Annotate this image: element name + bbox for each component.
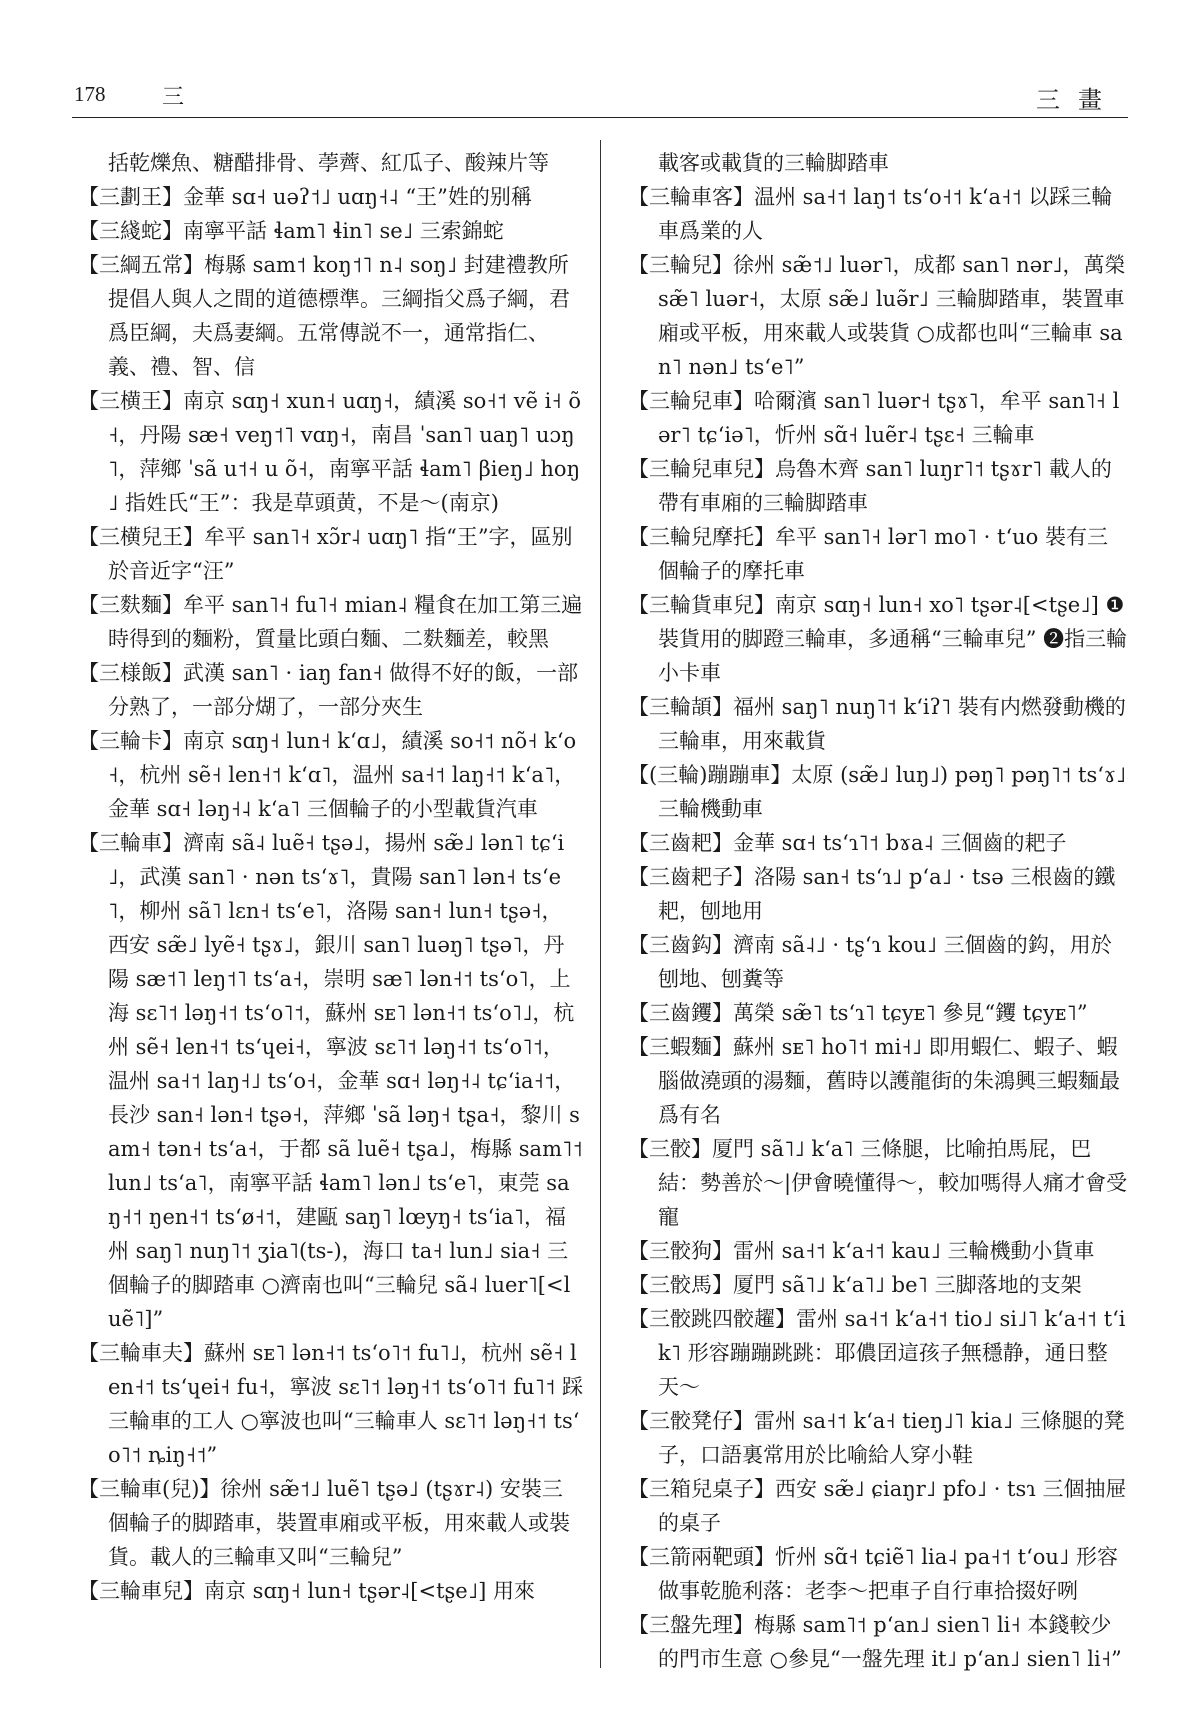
entry-headword: 【三齒钁】 xyxy=(628,1001,733,1025)
entry-headword: 【三輪頡】 xyxy=(628,695,733,719)
entry-headword: 【三横王】 xyxy=(78,389,183,413)
page-section-char: 三 xyxy=(162,85,185,110)
entry-definition: 厦門 sã˥˩ kʻa˥˩ be˥ 三脚落地的支架 xyxy=(733,1273,1082,1297)
entry-headword: 【三骹馬】 xyxy=(628,1273,733,1297)
dictionary-entry xyxy=(628,996,1128,1030)
entry-definition: 金華 sɑ˧ uəʔ˦˩ uɑŋ˧˨ “王”姓的别稱 xyxy=(183,185,532,209)
entry-definition: 牟平 san˥˧ fu˥˧ mian˨ 糧食在加工第三遍時得到的麵粉，質量比頭白麵、二麩麵差，較黑 xyxy=(108,593,583,651)
entry-headword: 【三輪車客】 xyxy=(628,185,754,209)
entry-headword: 【三輪兒車】 xyxy=(628,389,754,413)
entry-definition: 南京 sɑŋ˧ xun˧ uɑŋ˧，績溪 so˧˦ vẽ i˧ õ˧，丹陽 sæ˧ veŋ˦˥ vɑŋ˧，南昌 ˈsan˥ uaŋ˥ uɔŋ˥，萍鄉 ˈsã u˦˧ u õ˧，南寧平話 ɬam˥ βieŋ˩ hoŋ˩ 指姓氏“王”：我是草頭黄，不是～(南京) xyxy=(108,389,582,515)
entry-definition: 南寧平話 ɬam˥ ɬin˥ se˩ 三索錦蛇 xyxy=(183,219,504,243)
entry-headword: 【三麩麵】 xyxy=(78,593,183,617)
dictionary-entry xyxy=(628,384,1128,452)
entry-definition: 洛陽 san˧ tsʻɿ˩ pʻa˩ · tsə 三根齒的鐵耙，刨地用 xyxy=(658,865,1116,923)
dictionary-entry xyxy=(628,146,1128,180)
dictionary-entry xyxy=(628,520,1128,588)
entry-definition: 徐州 sæ̃˦˩ luər˥，成都 san˥ nər˩，萬榮 sæ̃˥ luər˧，太原 sæ̃˩ luə̃r˩ 三輪脚踏車，裝置車廂或平板，用來載人或裝貨 ○成都也叫“三輪車 san˥ nən˩ tsʻe˥” xyxy=(658,253,1126,379)
entry-definition: 金華 sɑ˧ tsʻɿ˥˦ bɤa˨ 三個齒的耙子 xyxy=(733,831,1067,855)
entry-headword: 【三様飯】 xyxy=(78,661,183,685)
entry-headword: 【三輪車(兒)】 xyxy=(78,1477,221,1501)
running-head: 三畫 xyxy=(1036,86,1120,114)
entry-definition: 福州 saŋ˥ nuŋ˥˦ kʻiʔ˥ 裝有内燃發動機的三輪車，用來載貨 xyxy=(658,695,1126,753)
entry-headword: 【三齒耙子】 xyxy=(628,865,754,889)
entry-definition: 南京 sɑŋ˧ lun˧ kʻɑ˩，績溪 so˧˦ nõ˧ kʻo˧，杭州 sẽ˧ len˧˦ kʻɑ˥，温州 sa˧˦ laŋ˧˦ kʻa˥，金華 sɑ˧ ləŋ˧˨ kʻa˥ 三個輪子的小型載貨汽車 xyxy=(108,729,577,821)
dictionary-entry xyxy=(628,826,1128,860)
dictionary-entry xyxy=(628,1302,1128,1404)
entry-definition: 武漢 san˥ · iaŋ fan˧ 做得不好的飯，一部分熟了，一部分煳了，一部分夾生 xyxy=(108,661,579,719)
dictionary-entry xyxy=(78,180,583,214)
entry-definition: 蘇州 sᴇ˥ ho˥˦ mi˧˩ 即用蝦仁、蝦子、蝦腦做澆頭的湯麵，舊時以護龍街的朱鴻興三蝦麵最爲有名 xyxy=(658,1035,1120,1127)
entry-headword: 【三劃王】 xyxy=(78,185,183,209)
dictionary-entry xyxy=(628,588,1128,690)
entry-definition: 萬榮 sæ̃˥ tsʻɿ˥ tɕyᴇ˥ 參見“钁 tɕyᴇ˥” xyxy=(733,1001,1088,1025)
dictionary-entry xyxy=(78,1574,583,1608)
entry-headword: 【三骹】 xyxy=(628,1137,712,1161)
entry-headword: 【三輪貨車兒】 xyxy=(628,593,775,617)
entry-headword: 【三骹跳四骹趯】 xyxy=(628,1307,796,1331)
entry-headword: 【三輪兒摩托】 xyxy=(628,525,775,549)
dictionary-entry xyxy=(628,452,1128,520)
dictionary-entry xyxy=(628,180,1128,248)
entry-headword: 【三輪車兒】 xyxy=(78,1579,204,1603)
entry-headword: 【三齒鈎】 xyxy=(628,933,733,957)
entry-headword: 【(三輪)蹦蹦車】 xyxy=(628,763,792,787)
entry-definition: 雷州 sa˧˦ kʻa˧˦ tio˩ si˩˥ kʻa˧˦ tʻik˥ 形容蹦蹦跳跳：耶儂囝這孩子無穩静，通日整天～ xyxy=(658,1307,1126,1399)
entry-headword: 【三綱五常】 xyxy=(78,253,204,277)
dictionary-entry xyxy=(78,248,583,384)
column-divider xyxy=(600,140,601,1668)
entry-headword: 【三輪兒】 xyxy=(628,253,733,277)
entry-definition: 雷州 sa˧˦ kʻa˧˦ kau˩ 三輪機動小貨車 xyxy=(733,1239,1095,1263)
page-number: 178 xyxy=(74,82,106,106)
entry-headword: 【三輪卡】 xyxy=(78,729,183,753)
dictionary-entry xyxy=(628,1404,1128,1472)
dictionary-entry xyxy=(78,146,583,180)
dictionary-entry xyxy=(78,214,583,248)
entry-definition: 蘇州 sᴇ˥ lən˧˦ tsʻo˥˦ fu˥˩，杭州 sẽ˧ len˧˦ tsʻɥei˧ fu˧，寧波 sɛ˥˦ ləŋ˧˦ tsʻo˥˦ fu˥˦ 踩三輪車的工人 ○寧波也叫“三輪車人 sɛ˥˦ ləŋ˧˦ tsʻo˥˦ ȵiŋ˧˦” xyxy=(108,1341,583,1467)
dictionary-entry xyxy=(628,928,1128,996)
entry-definition: 南京 sɑŋ˧ lun˧ tʂər˨[<tʂe˩] 用來 xyxy=(204,1579,535,1603)
entry-definition: 西安 sæ̃˩ ɕiaŋr˩ pfo˩ · tsɿ 三個抽屉的桌子 xyxy=(658,1477,1127,1535)
entry-definition: 哈爾濱 san˥ luər˧ tʂɤ˥，牟平 san˥˧ lər˥ tɕʻiə˥，忻州 sɑ̃˧ luẽr˨ tʂɛ˧ 三輪車 xyxy=(658,389,1120,447)
entry-headword: 【三横兒王】 xyxy=(78,525,204,549)
entry-definition: 雷州 sa˧˦ kʻa˧ tieŋ˩˥ kia˩ 三條腿的凳子，口語裏常用於比喻給人穿小鞋 xyxy=(658,1409,1125,1467)
dictionary-entry xyxy=(628,758,1128,826)
dictionary-entry xyxy=(628,1608,1128,1676)
entry-headword: 【三齒耙】 xyxy=(628,831,733,855)
entry-definition: 烏魯木齊 san˥ luŋr˥˦ tʂɤr˥ 載人的帶有車廂的三輪脚踏車 xyxy=(658,457,1112,515)
entry-definition: 南京 sɑŋ˧ lun˧ xo˥ tʂər˨[<tʂe˩] ❶裝貨用的脚蹬三輪車，多通稱“三輪車兒” ❷指三輪小卡車 xyxy=(658,593,1128,685)
entry-definition: 梅縣 sam˦ koŋ˦˥ n˨ soŋ˩ 封建禮教所提倡人與人之間的道德標準。三綱指父爲子綱，君爲臣綱，夫爲妻綱。五常傳説不一，通常指仁、義、禮、智、信 xyxy=(108,253,570,379)
dictionary-entry xyxy=(628,1132,1128,1234)
dictionary-entry xyxy=(628,690,1128,758)
entry-definition: 温州 sa˧˦ laŋ˦ tsʻo˧˦ kʻa˧˦ 以踩三輪車爲業的人 xyxy=(658,185,1113,243)
dictionary-entry xyxy=(628,860,1128,928)
dictionary-entry xyxy=(628,1030,1128,1132)
right-column xyxy=(628,146,1128,1676)
dictionary-entry xyxy=(78,1336,583,1472)
entry-headword: 【三綫蛇】 xyxy=(78,219,183,243)
entry-headword: 【三輪車】 xyxy=(78,831,183,855)
entry-headword: 【三輪車夫】 xyxy=(78,1341,204,1365)
entry-headword: 【三骹狗】 xyxy=(628,1239,733,1263)
dictionary-entry xyxy=(628,1540,1128,1608)
entry-definition: 載客或載貨的三輪脚踏車 xyxy=(658,151,889,175)
dictionary-entry xyxy=(78,520,583,588)
entry-headword: 【三輪兒車兒】 xyxy=(628,457,775,481)
entry-definition: 濟南 sã˨˩ · tʂʻɿ kou˩ 三個齒的鈎，用於刨地、刨糞等 xyxy=(658,933,1112,991)
left-column xyxy=(78,146,583,1608)
entry-definition: 忻州 sɑ̃˧ tɕiẽ˥ lia˨ pa˧˦ tʻou˩ 形容做事乾脆利落：老李～把車子自行車拾掇好咧 xyxy=(658,1545,1118,1603)
entry-headword: 【三盤先理】 xyxy=(628,1613,754,1637)
dictionary-entry xyxy=(78,724,583,826)
page-header xyxy=(72,76,1128,118)
entry-headword: 【三蝦麵】 xyxy=(628,1035,733,1059)
entry-definition: 厦門 sã˥˩ kʻa˥ 三條腿，比喻拍馬屁，巴結：勢善於～|伊會曉懂得～，較加嗎得人痛才會受寵 xyxy=(658,1137,1128,1229)
entry-definition: 徐州 sæ̃˦˩ luẽ˥ tʂə˩ (tʂɤr˨) 安裝三個輪子的脚踏車，裝置車廂或平板，用來載人或裝貨。載人的三輪車又叫“三輪兒” xyxy=(108,1477,570,1569)
dictionary-entry xyxy=(628,1234,1128,1268)
dictionary-entry xyxy=(628,1268,1128,1302)
dictionary-entry xyxy=(628,1472,1128,1540)
entry-definition: 牟平 san˥˧ xɔ̃r˨ uɑŋ˥ 指“王”字，區别於音近字“汪” xyxy=(108,525,573,583)
dictionary-entry xyxy=(78,588,583,656)
entry-headword: 【三骹凳仔】 xyxy=(628,1409,754,1433)
entry-definition: 濟南 sã˨ luẽ˧ tʂə˩，揚州 sæ̃˩ lən˥ tɕʻi˩，武漢 san˥ · nən tsʻɤ˥，貴陽 san˥ lən˧ tsʻe˥，柳州 sã˥ lɛn˧ tsʻe˥，洛陽 san˧ lun˧ tʂə˧，西安 sæ̃˩ lyẽ˧ tʂɤ˩，銀川 san˥ luəŋ˥ tʂə˥，丹陽 sæ˦˥ leŋ˦˥ tsʻa˧，崇明 sæ˥ lən˧˦ tsʻo˥，上海 sɛ˥˦ ləŋ˧˦ tsʻo˥˦，蘇州 sᴇ˥ lən˧˦ tsʻo˥˩，杭州 sẽ˧ len˧˦ tsʻɥei˧，寧波 sɛ˥˦ ləŋ˧˦ tsʻo˥˦，温州 sa˧˦ laŋ˧˩ tsʻo˧，金華 sɑ˧ ləŋ˧˨ tɕʻia˧˦，長沙 san˧ lən˧ tʂə˧，萍鄉 ˈsã ləŋ˧ tʂa˧，黎川 sam˧ tən˧ tsʻa˧，于都 sã luẽ˧ tʂa˩，梅縣 sam˥˦ lun˩ tsʻa˥，南寧平話 ɬam˥ lən˩ tsʻe˥，東莞 saŋ˧˦ ŋen˧˦ tsʻø˧˦，建甌 saŋ˥ lœyŋ˧ tsʻia˥，福州 saŋ˥ nuŋ˥˦ ʒia˥(ts-)，海口 ta˧ lun˩ sia˧ 三個輪子的脚踏車 ○濟南也叫“三輪兒 sã˨ luer˥[<luẽ˥]” xyxy=(108,831,583,1331)
dictionary-entry xyxy=(78,826,583,1336)
entry-definition: 太原 (sæ̃˩ luŋ˩) pəŋ˥ pəŋ˥˦ tsʻɤ˩ 三輪機動車 xyxy=(658,763,1127,821)
entry-headword: 【三箱兒桌子】 xyxy=(628,1477,775,1501)
dictionary-entry xyxy=(78,1472,583,1574)
dictionary-entry xyxy=(78,384,583,520)
dictionary-entry xyxy=(628,248,1128,384)
dictionary-entry xyxy=(78,656,583,724)
entry-definition: 括乾爍魚、糖醋排骨、荸薺、紅瓜子、酸辣片等 xyxy=(108,151,549,175)
entry-definition: 梅縣 sam˥˦ pʻan˩ sien˥ li˧ 本錢較少的門市生意 ○參見“一盤先理 it˩ pʻan˩ sien˥ li˧” xyxy=(658,1613,1122,1671)
entry-headword: 【三箭兩靶頭】 xyxy=(628,1545,775,1569)
entry-definition: 牟平 san˥˧ lər˥ mo˥ · tʻuo 裝有三個輪子的摩托車 xyxy=(658,525,1108,583)
